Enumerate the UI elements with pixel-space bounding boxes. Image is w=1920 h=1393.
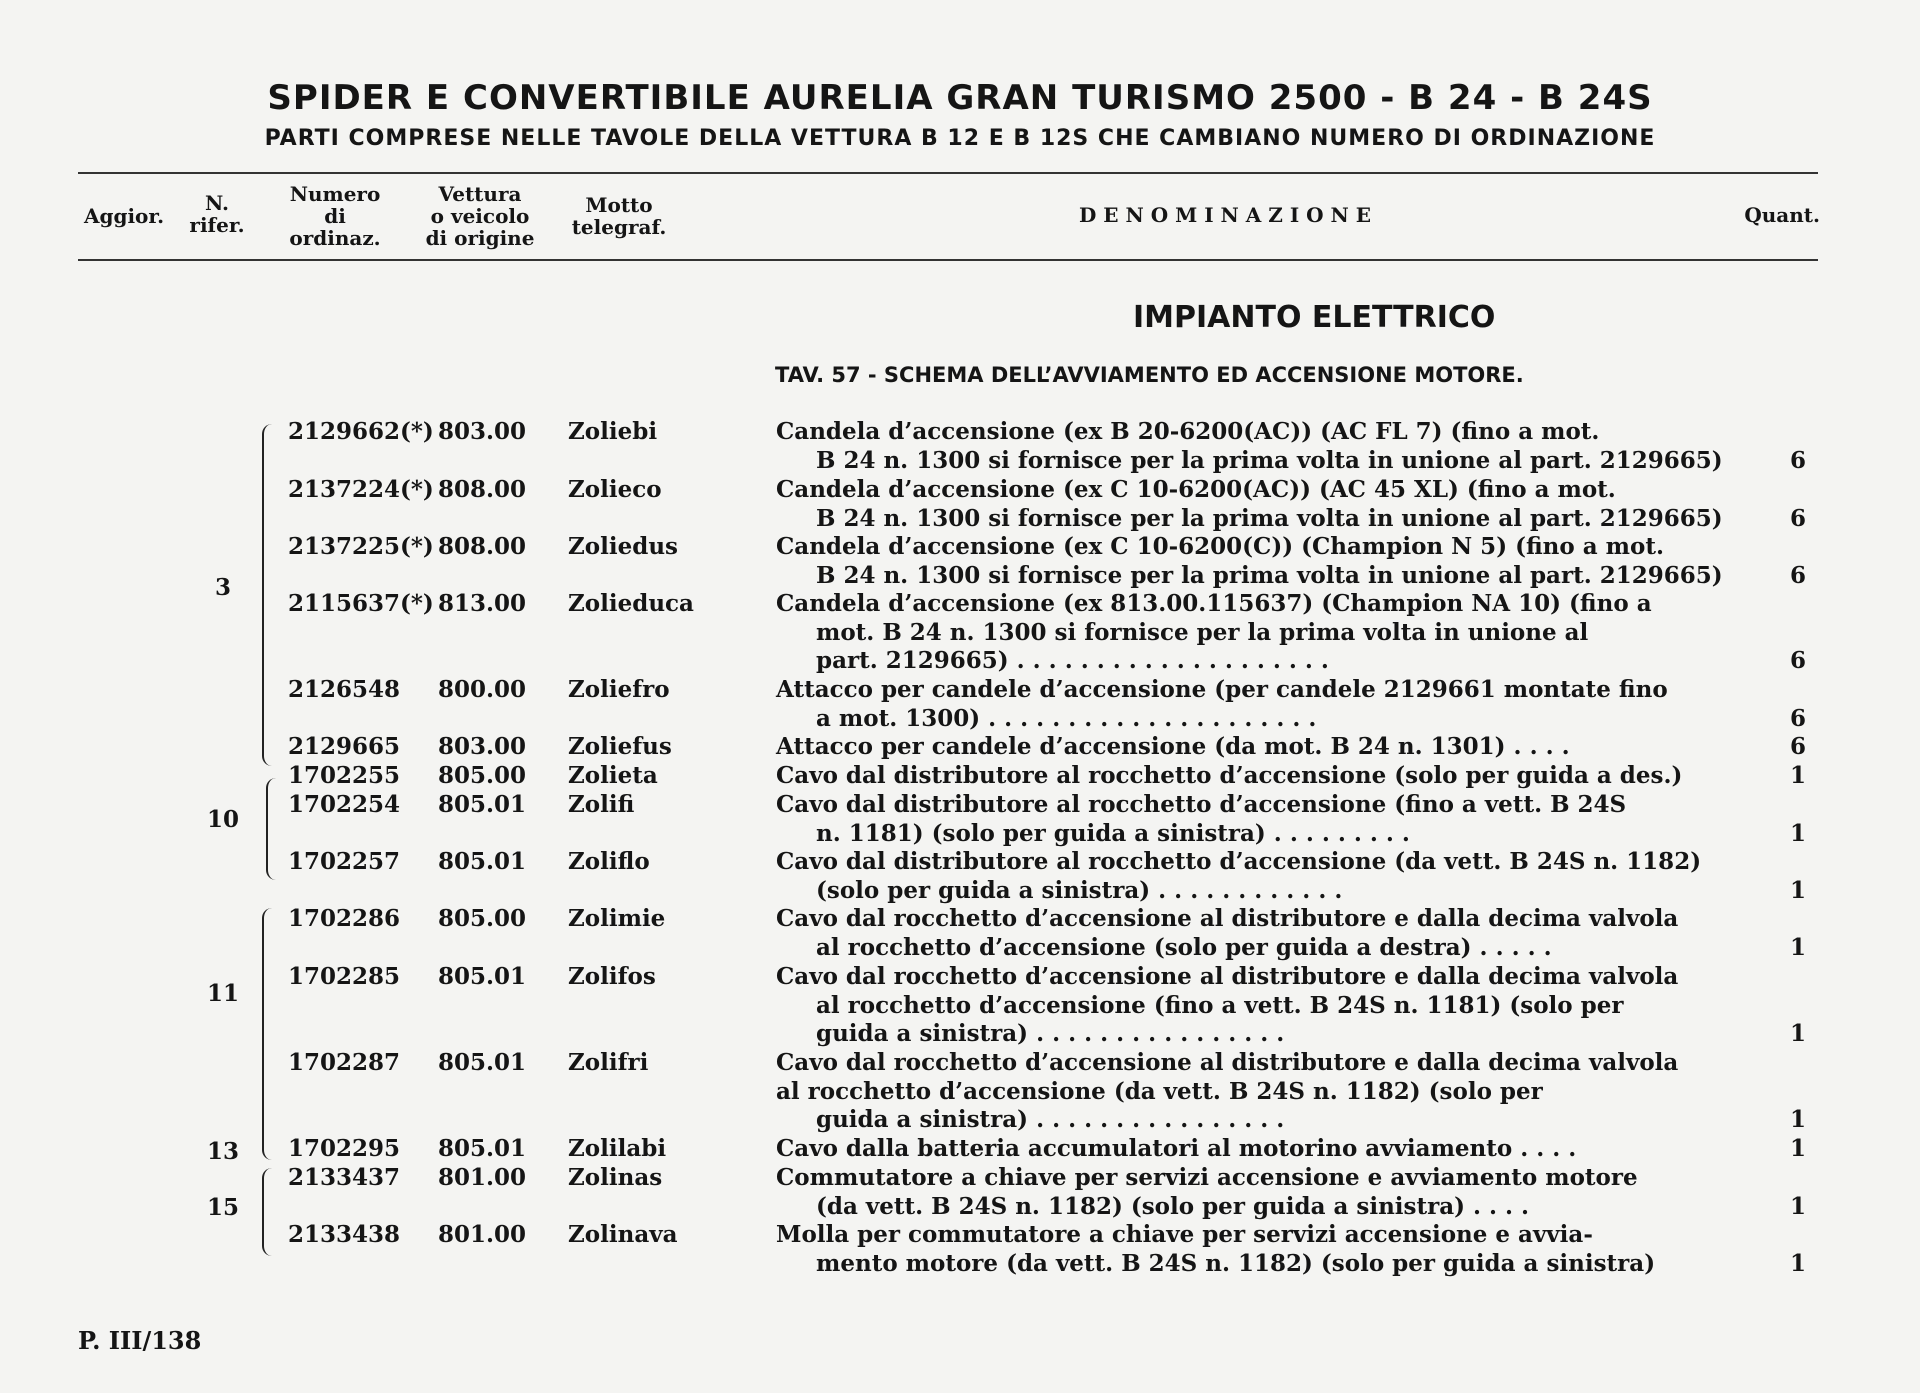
col-rifer-line: N. [205, 191, 229, 215]
vehicle-code: 805.01 [438, 963, 527, 990]
description [776, 418, 1738, 475]
quantity: 1 [1789, 819, 1806, 847]
quantity: 6 [1789, 647, 1806, 675]
description-line: Candela d’accensione (ex C 10-6200(AC)) (AC 45 XL) (fino a mot. [776, 476, 1616, 503]
group-brace [262, 1168, 278, 1256]
telegraph-motto: Zolinava [568, 1221, 678, 1248]
description-line: Candela d’accensione (ex 813.00.115637) (Champion NA 10) (fino a [776, 590, 1652, 617]
group-brace [262, 908, 278, 1160]
col-motto-line: Motto [585, 193, 653, 217]
col-vettura-line: Vettura [438, 182, 522, 206]
description-line: a mot. 1300) . . . . . . . . . . . . . . . . . . . . . [816, 704, 1317, 732]
description [776, 848, 1738, 905]
vehicle-code: 813.00 [438, 590, 527, 617]
description [776, 762, 1738, 791]
description-line: guida a sinistra) . . . . . . . . . . . . . . . . [816, 1106, 1285, 1134]
vehicle-code: 805.01 [438, 791, 527, 818]
quantity: 6 [1789, 446, 1806, 474]
section-heading: IMPIANTO ELETTRICO [1133, 300, 1496, 335]
order-number: 2126548 [288, 676, 401, 703]
vehicle-code: 808.00 [438, 476, 527, 503]
description-line: Attacco per candele d’accensione (da mot. B 24 n. 1301) . . . . [776, 733, 1570, 760]
col-rifer-line: rifer. [189, 213, 245, 237]
description-line: B 24 n. 1300 si fornisce per la prima volta in unione al part. 2129665) [816, 446, 1723, 474]
description-line: n. 1181) (solo per guida a sinistra) . . . . . . . . . [816, 819, 1410, 847]
vehicle-code: 801.00 [438, 1221, 527, 1248]
description [776, 963, 1738, 1049]
order-number: 1702257 [288, 848, 401, 875]
vehicle-code: 805.00 [438, 762, 527, 789]
description-line: Cavo dal rocchetto d’accensione al distributore e dalla decima valvola [776, 905, 1679, 932]
telegraph-motto: Zolilabi [568, 1135, 667, 1162]
header-top-rule [78, 172, 1818, 174]
description-line: al rocchetto d’accensione (solo per guida a destra) . . . . . [816, 933, 1552, 961]
telegraph-motto: Zoliebi [568, 418, 658, 445]
quantity: 6 [1789, 504, 1806, 532]
order-number: 2115637(*) [288, 590, 434, 617]
ref-number: 10 [206, 806, 239, 833]
ref-number: 11 [206, 980, 239, 1007]
order-number: 1702255 [288, 762, 401, 789]
description-line: al rocchetto d’accensione (da vett. B 24S n. 1182) (solo per [776, 1077, 1543, 1105]
description [776, 733, 1738, 762]
table-heading: TAV. 57 - SCHEMA DELL’AVVIAMENTO ED ACCENSIONE MOTORE. [775, 363, 1524, 387]
order-number: 1702286 [288, 905, 401, 932]
page-number: P. III/138 [78, 1326, 202, 1355]
description-line: al rocchetto d’accensione (fino a vett. B 24S n. 1181) (solo per [816, 991, 1624, 1019]
col-vettura-line: di origine [425, 226, 535, 250]
description-line: Candela d’accensione (ex B 20-6200(AC)) (AC FL 7) (fino a mot. [776, 418, 1600, 445]
vehicle-code: 800.00 [438, 676, 527, 703]
description-line: Cavo dal rocchetto d’accensione al distributore e dalla decima valvola [776, 1049, 1679, 1076]
description-line: Cavo dal distributore al rocchetto d’accensione (solo per guida a des.) [776, 762, 1683, 789]
col-rifer [182, 192, 252, 236]
vehicle-code: 805.01 [438, 1135, 527, 1162]
col-aggior: Aggior. [83, 204, 165, 228]
group-brace [266, 778, 282, 880]
col-numero [280, 183, 390, 249]
description-line: (solo per guida a sinistra) . . . . . . . . . . . . [816, 876, 1343, 904]
telegraph-motto: Zoliefus [568, 733, 672, 760]
description-line: B 24 n. 1300 si fornisce per la prima volta in unione al part. 2129665) [816, 504, 1723, 532]
description [776, 590, 1738, 676]
vehicle-code: 808.00 [438, 533, 527, 560]
telegraph-motto: Zolimie [568, 905, 666, 932]
description [776, 791, 1738, 848]
quantity: 1 [1789, 933, 1806, 961]
telegraph-motto: Zoliedus [568, 533, 678, 560]
vehicle-code: 803.00 [438, 733, 527, 760]
col-numero-line: ordinaz. [289, 226, 381, 250]
order-number: 2137225(*) [288, 533, 434, 560]
col-vettura [420, 183, 540, 249]
vehicle-code: 805.01 [438, 848, 527, 875]
description [776, 905, 1738, 962]
vehicle-code: 801.00 [438, 1164, 527, 1191]
description-line: Attacco per candele d’accensione (per candele 2129661 montate fino [776, 676, 1668, 703]
quantity: 1 [1789, 762, 1806, 789]
description-line: Commutatore a chiave per servizi accensione e avviamento motore [776, 1164, 1638, 1191]
description [776, 476, 1738, 533]
quantity: 1 [1789, 1192, 1806, 1220]
vehicle-code: 805.01 [438, 1049, 527, 1076]
quantity: 1 [1789, 1020, 1806, 1048]
description [776, 1049, 1738, 1135]
order-number: 1702254 [288, 791, 401, 818]
vehicle-code: 803.00 [438, 418, 527, 445]
quantity: 1 [1789, 876, 1806, 904]
telegraph-motto: Zolifos [568, 963, 656, 990]
order-number: 2137224(*) [288, 476, 434, 503]
order-number: 2133437 [288, 1164, 401, 1191]
page-title: SPIDER E CONVERTIBILE AURELIA GRAN TURISMO 2500 - B 24 - B 24S [267, 78, 1653, 118]
order-number: 1702295 [288, 1135, 401, 1162]
telegraph-motto: Zolieduca [568, 590, 694, 617]
group-brace [262, 424, 278, 766]
telegraph-motto: Zolifri [568, 1049, 649, 1076]
header-bottom-rule [78, 259, 1818, 261]
col-motto [560, 194, 678, 238]
telegraph-motto: Zolifi [568, 791, 635, 818]
order-number: 1702285 [288, 963, 401, 990]
telegraph-motto: Zolinas [568, 1164, 663, 1191]
quantity: 1 [1789, 1249, 1806, 1277]
col-numero-line: Numero [289, 182, 381, 206]
ref-number: 13 [206, 1138, 239, 1165]
description-line: part. 2129665) . . . . . . . . . . . . . . . . . . . . [816, 647, 1329, 675]
description-line: Cavo dal distributore al rocchetto d’accensione (fino a vett. B 24S [776, 791, 1627, 818]
ref-number: 3 [214, 574, 231, 601]
description-line: (da vett. B 24S n. 1182) (solo per guida a sinistra) . . . . [816, 1192, 1530, 1220]
vehicle-code: 805.00 [438, 905, 527, 932]
description-line: Cavo dal distributore al rocchetto d’accensione (da vett. B 24S n. 1182) [776, 848, 1702, 875]
telegraph-motto: Zolieco [568, 476, 662, 503]
col-vettura-line: o veicolo [430, 204, 530, 228]
description-line: mento motore (da vett. B 24S n. 1182) (solo per guida a sinistra) [816, 1249, 1656, 1277]
telegraph-motto: Zoliefro [568, 676, 670, 703]
description-line: B 24 n. 1300 si fornisce per la prima volta in unione al part. 2129665) [816, 561, 1723, 589]
telegraph-motto: Zolieta [568, 762, 658, 789]
description [776, 1221, 1738, 1278]
col-numero-line: di [324, 204, 346, 228]
col-quant: Quant. [1744, 203, 1820, 227]
description [776, 1164, 1738, 1221]
page-subtitle: PARTI COMPRESE NELLE TAVOLE DELLA VETTURA B 12 E B 12S CHE CAMBIANO NUMERO DI ORDINAZIONE [264, 126, 1656, 151]
description-line: Cavo dalla batteria accumulatori al motorino avviamento . . . . [776, 1135, 1577, 1162]
quantity: 6 [1789, 733, 1806, 760]
order-number: 1702287 [288, 1049, 401, 1076]
quantity: 6 [1789, 561, 1806, 589]
description-line: guida a sinistra) . . . . . . . . . . . . . . . . [816, 1020, 1285, 1048]
order-number: 2129662(*) [288, 418, 434, 445]
quantity: 6 [1789, 704, 1806, 732]
order-number: 2129665 [288, 733, 401, 760]
description [776, 1135, 1738, 1164]
quantity: 1 [1789, 1106, 1806, 1134]
order-number: 2133438 [288, 1221, 401, 1248]
description-line: Candela d’accensione (ex C 10-6200(C)) (Champion N 5) (fino a mot. [776, 533, 1664, 560]
description-line: mot. B 24 n. 1300 si fornisce per la prima volta in unione al [816, 618, 1589, 646]
ref-number: 15 [206, 1194, 239, 1221]
col-denominazione: D E N O M I N A Z I O N E [1078, 203, 1372, 227]
col-motto-line: telegraf. [571, 215, 667, 239]
description [776, 676, 1738, 733]
description-line: Cavo dal rocchetto d’accensione al distributore e dalla decima valvola [776, 963, 1679, 990]
quantity: 1 [1789, 1135, 1806, 1162]
telegraph-motto: Zoliflo [568, 848, 650, 875]
description [776, 533, 1738, 590]
description-line: Molla per commutatore a chiave per servizi accensione e avvia- [776, 1221, 1593, 1248]
